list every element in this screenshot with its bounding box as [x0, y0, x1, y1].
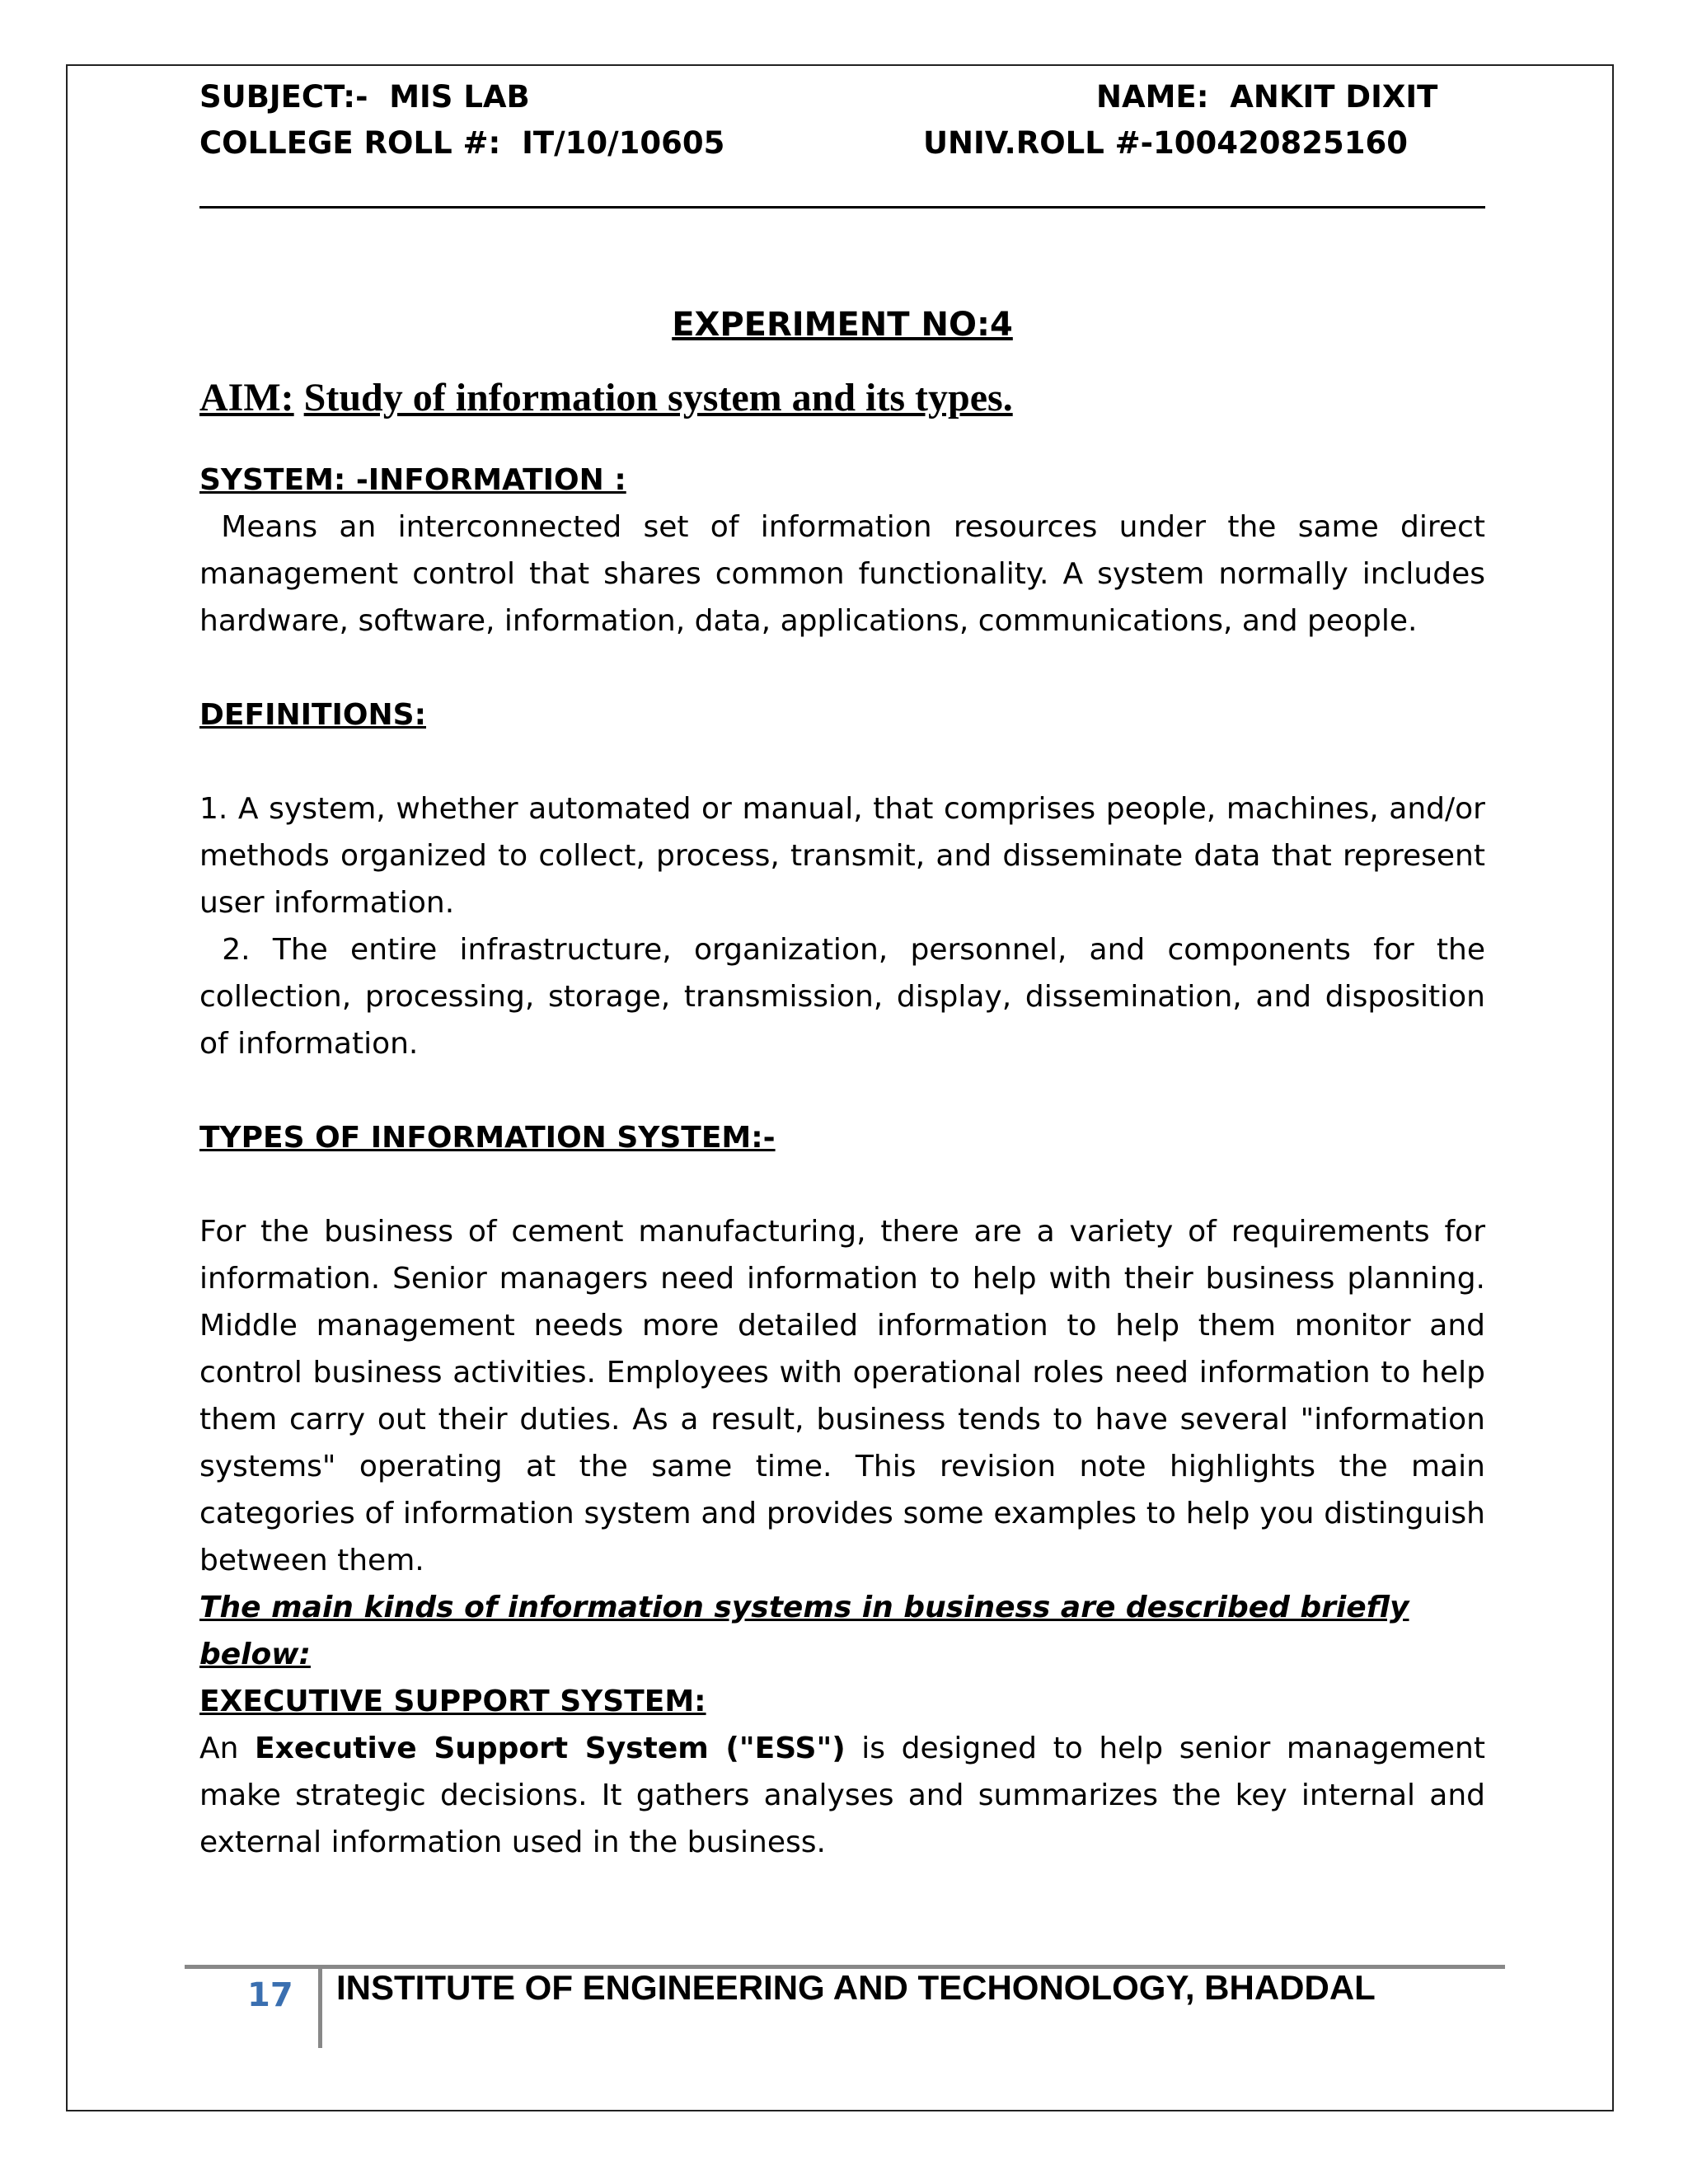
system-body: Means an interconnected set of information resources under the same direct management control that shares common functionality. A system normally includes hardware, software, information, data, applications, communications, and people. [199, 509, 1495, 638]
document-body [199, 305, 1495, 1866]
definition-item-1: 1. A system, whether automated or manual, that comprises people, machines, and/or methods organized to collect, process, transmit, and disseminate data that represent user information. [199, 791, 1485, 920]
definition-item-2: 2. The entire infrastructure, organization, personnel, and components for the collection, processing, storage, transmission, display, dissemination, and disposition of information. [199, 932, 1495, 1061]
definitions-heading: DEFINITIONS: [199, 697, 426, 732]
footer-divider [318, 1969, 322, 2048]
aim-text: Study of information system and its types. [303, 376, 1013, 419]
institute-name: INSTITUTE OF ENGINEERING AND TECHONOLOGY, BHADDAL [336, 1968, 1376, 2007]
subject-label: SUBJECT:- MIS LAB [199, 79, 530, 115]
header-rule [199, 206, 1485, 209]
ess-text: is designed to help senior management make strategic decisions. It gathers analyses and summarizes the key internal and external information used in the business. [199, 1731, 1485, 1859]
header-row-1 [199, 79, 1484, 115]
ess-prefix: An [199, 1731, 256, 1765]
ess-body [199, 1725, 1485, 1866]
kinds-heading: The main kinds of information systems in business are described briefly below: [199, 1590, 1409, 1671]
system-heading: SYSTEM: -INFORMATION : [199, 462, 626, 497]
page-number: 17 [247, 1976, 293, 2014]
experiment-title: EXPERIMENT NO:4 [672, 306, 1013, 344]
aim-line [199, 374, 1485, 422]
ess-term: Executive Support System ("ESS") [255, 1731, 846, 1765]
student-name: NAME: ANKIT DIXIT [1096, 79, 1438, 115]
ess-heading: EXECUTIVE SUPPORT SYSTEM: [199, 1684, 706, 1718]
univ-roll: UNIV.ROLL #-100420825160 [923, 125, 1408, 161]
types-heading: TYPES OF INFORMATION SYSTEM:- [199, 1120, 776, 1155]
types-body: For the business of cement manufacturing, there are a variety of requirements for information. Senior managers need information to help with their business planning. Middle management needs more detailed information to help them monitor and control business activities. Employees with operational roles need information to help them carry out their duties. As a result, business tends to have several "information systems" operating at the same time. This revision note highlights the main categories of information system and provides some examples to help you distinguish between them. [199, 1214, 1485, 1577]
college-roll: COLLEGE ROLL #: IT/10/10605 [199, 125, 725, 161]
aim-label: AIM: [199, 376, 294, 419]
header-row-2 [199, 125, 1484, 161]
